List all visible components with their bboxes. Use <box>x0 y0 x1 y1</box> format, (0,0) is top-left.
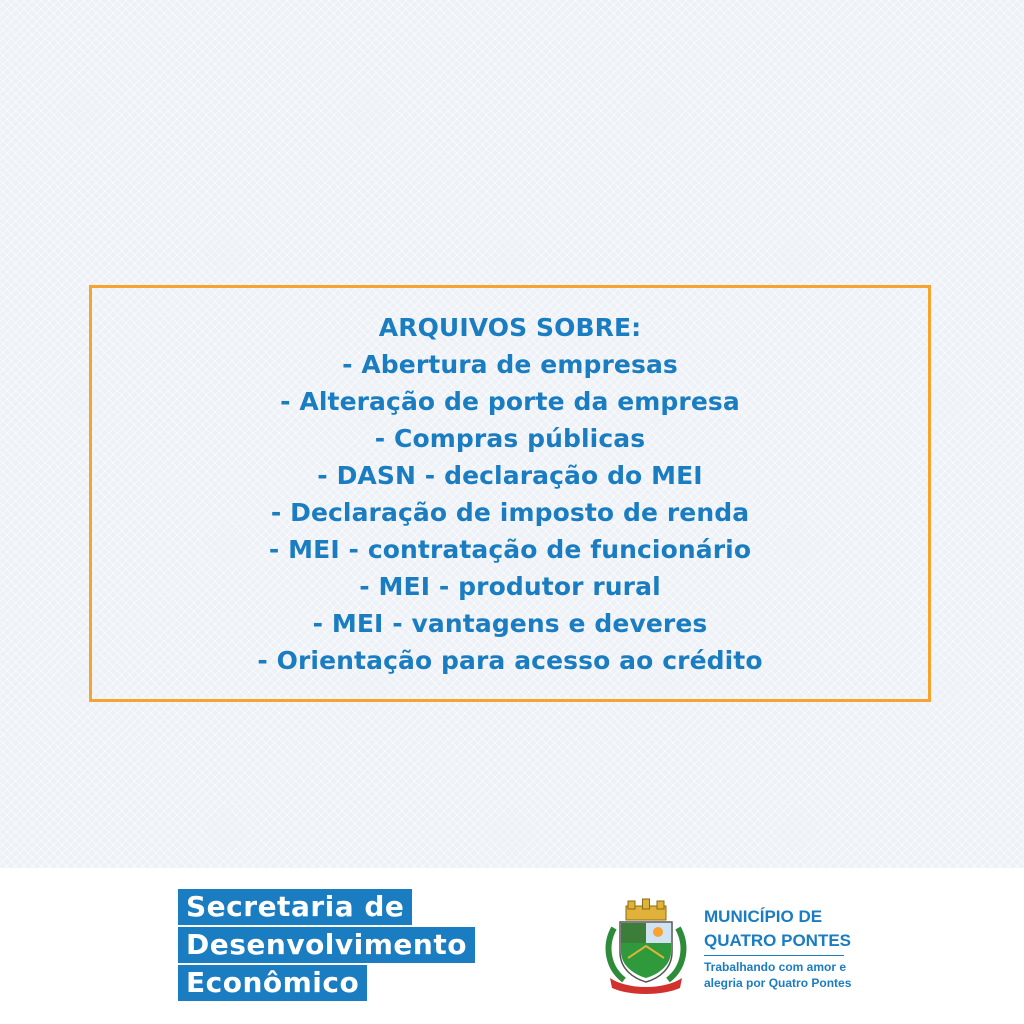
topic-item: - Alteração de porte da empresa <box>280 386 740 416</box>
topic-item: - MEI - contratação de funcionário <box>268 534 752 564</box>
topic-item: - MEI - vantagens e deveres <box>312 608 708 638</box>
footer <box>0 868 1024 1024</box>
municipio-tagline-line-2: alegria por Quatro Pontes <box>704 976 852 990</box>
secretaria-line-2: Desenvolvimento <box>178 927 475 963</box>
municipio-name-line-2: QUATRO PONTES <box>704 931 852 950</box>
topics-title: ARQUIVOS SOBRE: <box>378 312 642 342</box>
secretaria-line-1: Secretaria de <box>178 889 412 925</box>
topic-item: - Abertura de empresas <box>342 349 678 379</box>
coat-of-arms-icon <box>600 898 692 994</box>
topic-item: - DASN - declaração do MEI <box>317 460 703 490</box>
secretaria-line-3: Econômico <box>178 965 367 1001</box>
municipio-name-line-1: MUNICÍPIO DE <box>704 907 823 926</box>
topic-item: - Compras públicas <box>374 423 646 453</box>
topics-box <box>89 285 931 702</box>
municipio-tagline-line-1: Trabalhando com amor e <box>704 960 847 974</box>
topic-item: - Declaração de imposto de renda <box>270 497 750 527</box>
topic-item: - MEI - produtor rural <box>359 571 661 601</box>
divider <box>704 955 844 956</box>
topic-item: - Orientação para acesso ao crédito <box>257 645 763 675</box>
